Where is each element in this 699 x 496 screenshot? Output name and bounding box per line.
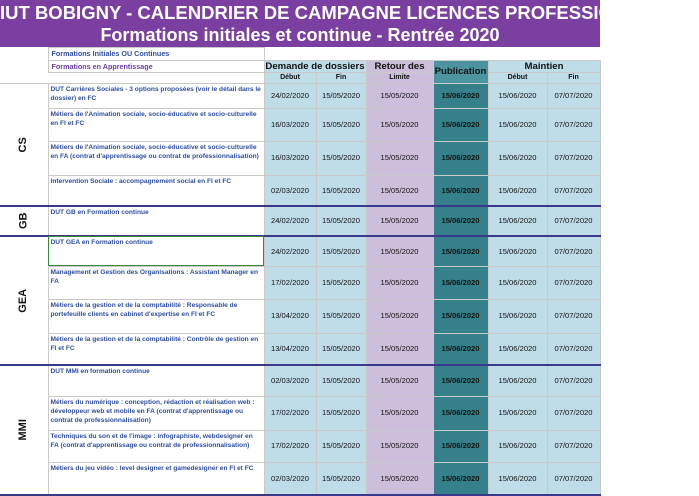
date-demande-fin: 15/05/2020 [316, 83, 366, 108]
date-demande-fin: 15/05/2020 [316, 462, 366, 495]
date-demande-fin: 15/05/2020 [316, 206, 366, 236]
date-maintien-debut: 15/06/2020 [488, 299, 547, 333]
date-demande-debut: 02/03/2020 [264, 462, 316, 495]
date-demande-fin: 15/05/2020 [316, 430, 366, 462]
date-retour-limite: 15/05/2020 [366, 299, 433, 333]
date-retour-limite: 15/05/2020 [366, 462, 433, 495]
calendar-table [0, 47, 601, 496]
legend-apprentissage: Formations en Apprentissage [48, 61, 264, 73]
date-retour-limite: 15/05/2020 [366, 430, 433, 462]
date-publication: 15/06/2020 [433, 236, 488, 266]
table-row [0, 333, 600, 365]
date-maintien-fin: 07/07/2020 [547, 396, 600, 430]
subheader-maintien-fin: Fin [547, 73, 600, 84]
program-name: Métiers de la gestion et de la comptabilité : Responsable de portefeuille clients en cabinet d'expertise en FI et FC [48, 299, 264, 333]
date-demande-fin: 15/05/2020 [316, 396, 366, 430]
date-demande-debut: 17/02/2020 [264, 430, 316, 462]
date-publication: 15/06/2020 [433, 108, 488, 141]
date-maintien-fin: 07/07/2020 [547, 299, 600, 333]
date-maintien-debut: 15/06/2020 [488, 141, 547, 175]
date-demande-debut: 02/03/2020 [264, 175, 316, 206]
date-publication: 15/06/2020 [433, 365, 488, 396]
date-demande-fin: 15/05/2020 [316, 266, 366, 299]
title-banner [0, 0, 699, 47]
date-publication: 15/06/2020 [433, 299, 488, 333]
date-maintien-fin: 07/07/2020 [547, 206, 600, 236]
date-demande-debut: 16/03/2020 [264, 108, 316, 141]
program-name: Techniques du son et de l'image : infographiste, webdesigner en FA (contrat d'apprentissage ou contrat de professionnalisation) [48, 430, 264, 462]
program-name: Intervention Sociale : accompagnement social en FI et FC [48, 175, 264, 206]
date-publication: 15/06/2020 [433, 266, 488, 299]
legend-initial: Formations Initiales OU Continues [48, 48, 264, 61]
date-retour-limite: 15/05/2020 [366, 365, 433, 396]
program-name: Management et Gestion des Organisations : Assistant Manager en FA [48, 266, 264, 299]
date-maintien-debut: 15/06/2020 [488, 108, 547, 141]
table-row [0, 175, 600, 206]
table-row [0, 108, 600, 141]
table-row [0, 299, 600, 333]
date-maintien-debut: 15/06/2020 [488, 430, 547, 462]
program-name: DUT Carrières Sociales - 3 options proposées (voir le détail dans le dossier) en FC [48, 83, 264, 108]
date-maintien-fin: 07/07/2020 [547, 141, 600, 175]
program-name: DUT GEA en Formation continue [48, 236, 264, 266]
group-label-text: MMI [16, 419, 29, 441]
date-demande-fin: 15/05/2020 [316, 236, 366, 266]
program-name: DUT MMI en formation continue [48, 365, 264, 396]
date-demande-fin: 15/05/2020 [316, 333, 366, 365]
program-name: Métiers de l'Animation sociale, socio-éducative et socio-culturelle en FI et FC [48, 108, 264, 141]
table-row [0, 365, 600, 396]
date-publication: 15/06/2020 [433, 83, 488, 108]
date-maintien-debut: 15/06/2020 [488, 266, 547, 299]
group-label [0, 206, 48, 236]
program-name: Métiers de l'Animation sociale, socio-éducative et socio-culturelle en FA (contrat d'apprentissage ou contrat de professionnalisation) [48, 141, 264, 175]
date-retour-limite: 15/05/2020 [366, 333, 433, 365]
date-retour-limite: 15/05/2020 [366, 108, 433, 141]
subheader-maintien-debut: Début [488, 73, 547, 84]
date-maintien-debut: 15/06/2020 [488, 83, 547, 108]
date-demande-fin: 15/05/2020 [316, 175, 366, 206]
date-retour-limite: 15/05/2020 [366, 236, 433, 266]
date-retour-limite: 15/05/2020 [366, 396, 433, 430]
header-retour: Retour des [366, 61, 433, 73]
table-row [0, 396, 600, 430]
date-retour-limite: 15/05/2020 [366, 175, 433, 206]
header-row-sub [0, 73, 600, 84]
group-label [0, 83, 48, 206]
table-row [0, 430, 600, 462]
date-publication: 15/06/2020 [433, 175, 488, 206]
header-row-main [0, 61, 600, 73]
date-demande-debut: 02/03/2020 [264, 365, 316, 396]
header-spacer [0, 61, 48, 73]
date-maintien-debut: 15/06/2020 [488, 175, 547, 206]
header-publication: Publication [433, 61, 488, 84]
subheader-spacer-2 [48, 73, 264, 84]
date-demande-fin: 15/05/2020 [316, 365, 366, 396]
program-name: Métiers de la gestion et de la comptabilité : Contrôle de gestion en FI et FC [48, 333, 264, 365]
group-label-text: GEA [16, 288, 29, 313]
date-maintien-debut: 15/06/2020 [488, 365, 547, 396]
date-demande-debut: 24/02/2020 [264, 83, 316, 108]
date-demande-fin: 15/05/2020 [316, 141, 366, 175]
date-maintien-fin: 07/07/2020 [547, 236, 600, 266]
date-publication: 15/06/2020 [433, 430, 488, 462]
date-demande-debut: 17/02/2020 [264, 396, 316, 430]
date-demande-debut: 17/02/2020 [264, 266, 316, 299]
program-name: DUT GB en Formation continue [48, 206, 264, 236]
table-row [0, 83, 600, 108]
date-maintien-debut: 15/06/2020 [488, 462, 547, 495]
date-demande-debut: 13/04/2020 [264, 299, 316, 333]
table-row [0, 462, 600, 495]
date-retour-limite: 15/05/2020 [366, 83, 433, 108]
program-name: Métiers du numérique : conception, rédaction et réalisation web : développeur web et mobile en FA (contrat d'apprentissage ou contrat de professionnalisation) [48, 396, 264, 430]
date-maintien-fin: 07/07/2020 [547, 462, 600, 495]
date-retour-limite: 15/05/2020 [366, 141, 433, 175]
subheader-retour-limite: Limite [366, 73, 433, 84]
date-demande-fin: 15/05/2020 [316, 299, 366, 333]
date-maintien-debut: 15/06/2020 [488, 396, 547, 430]
group-label [0, 365, 48, 495]
table-row [0, 141, 600, 175]
subheader-spacer [0, 73, 48, 84]
date-maintien-fin: 07/07/2020 [547, 83, 600, 108]
date-maintien-fin: 07/07/2020 [547, 365, 600, 396]
group-label [0, 236, 48, 365]
date-retour-limite: 15/05/2020 [366, 266, 433, 299]
legend-filler [264, 48, 600, 61]
header-maintien: Maintien [488, 61, 600, 73]
calendar-body [0, 48, 600, 496]
page-subtitle: Formations initiales et continue - Rentrée 2020 [100, 25, 500, 45]
date-maintien-debut: 15/06/2020 [488, 333, 547, 365]
date-publication: 15/06/2020 [433, 396, 488, 430]
date-retour-limite: 15/05/2020 [366, 206, 433, 236]
date-demande-debut: 13/04/2020 [264, 333, 316, 365]
date-publication: 15/06/2020 [433, 206, 488, 236]
date-maintien-fin: 07/07/2020 [547, 333, 600, 365]
date-maintien-fin: 07/07/2020 [547, 175, 600, 206]
group-label-text: CS [16, 136, 29, 152]
date-maintien-debut: 15/06/2020 [488, 206, 547, 236]
program-name: Métiers du jeu vidéo : level designer et gamedesigner en FI et FC [48, 462, 264, 495]
table-row [0, 236, 600, 266]
group-label-text: GB [16, 212, 29, 230]
date-demande-debut: 24/02/2020 [264, 236, 316, 266]
date-maintien-fin: 07/07/2020 [547, 430, 600, 462]
legend-row-initial [0, 48, 600, 61]
date-demande-debut: 16/03/2020 [264, 141, 316, 175]
date-maintien-fin: 07/07/2020 [547, 108, 600, 141]
date-publication: 15/06/2020 [433, 333, 488, 365]
page-title: IUT BOBIGNY - CALENDRIER DE CAMPAGNE LICENCES PROFESSIONNELLES [0, 2, 699, 23]
subheader-demande-fin: Fin [316, 73, 366, 84]
date-demande-fin: 15/05/2020 [316, 108, 366, 141]
header-demande: Demande de dossiers [265, 60, 365, 72]
date-publication: 15/06/2020 [433, 141, 488, 175]
subheader-demande-debut: Début [264, 73, 316, 84]
date-maintien-debut: 15/06/2020 [488, 236, 547, 266]
date-maintien-fin: 07/07/2020 [547, 266, 600, 299]
date-demande-debut: 24/02/2020 [264, 206, 316, 236]
table-row [0, 206, 600, 236]
date-publication: 15/06/2020 [433, 462, 488, 495]
legend-spacer [0, 48, 48, 61]
table-row [0, 266, 600, 299]
